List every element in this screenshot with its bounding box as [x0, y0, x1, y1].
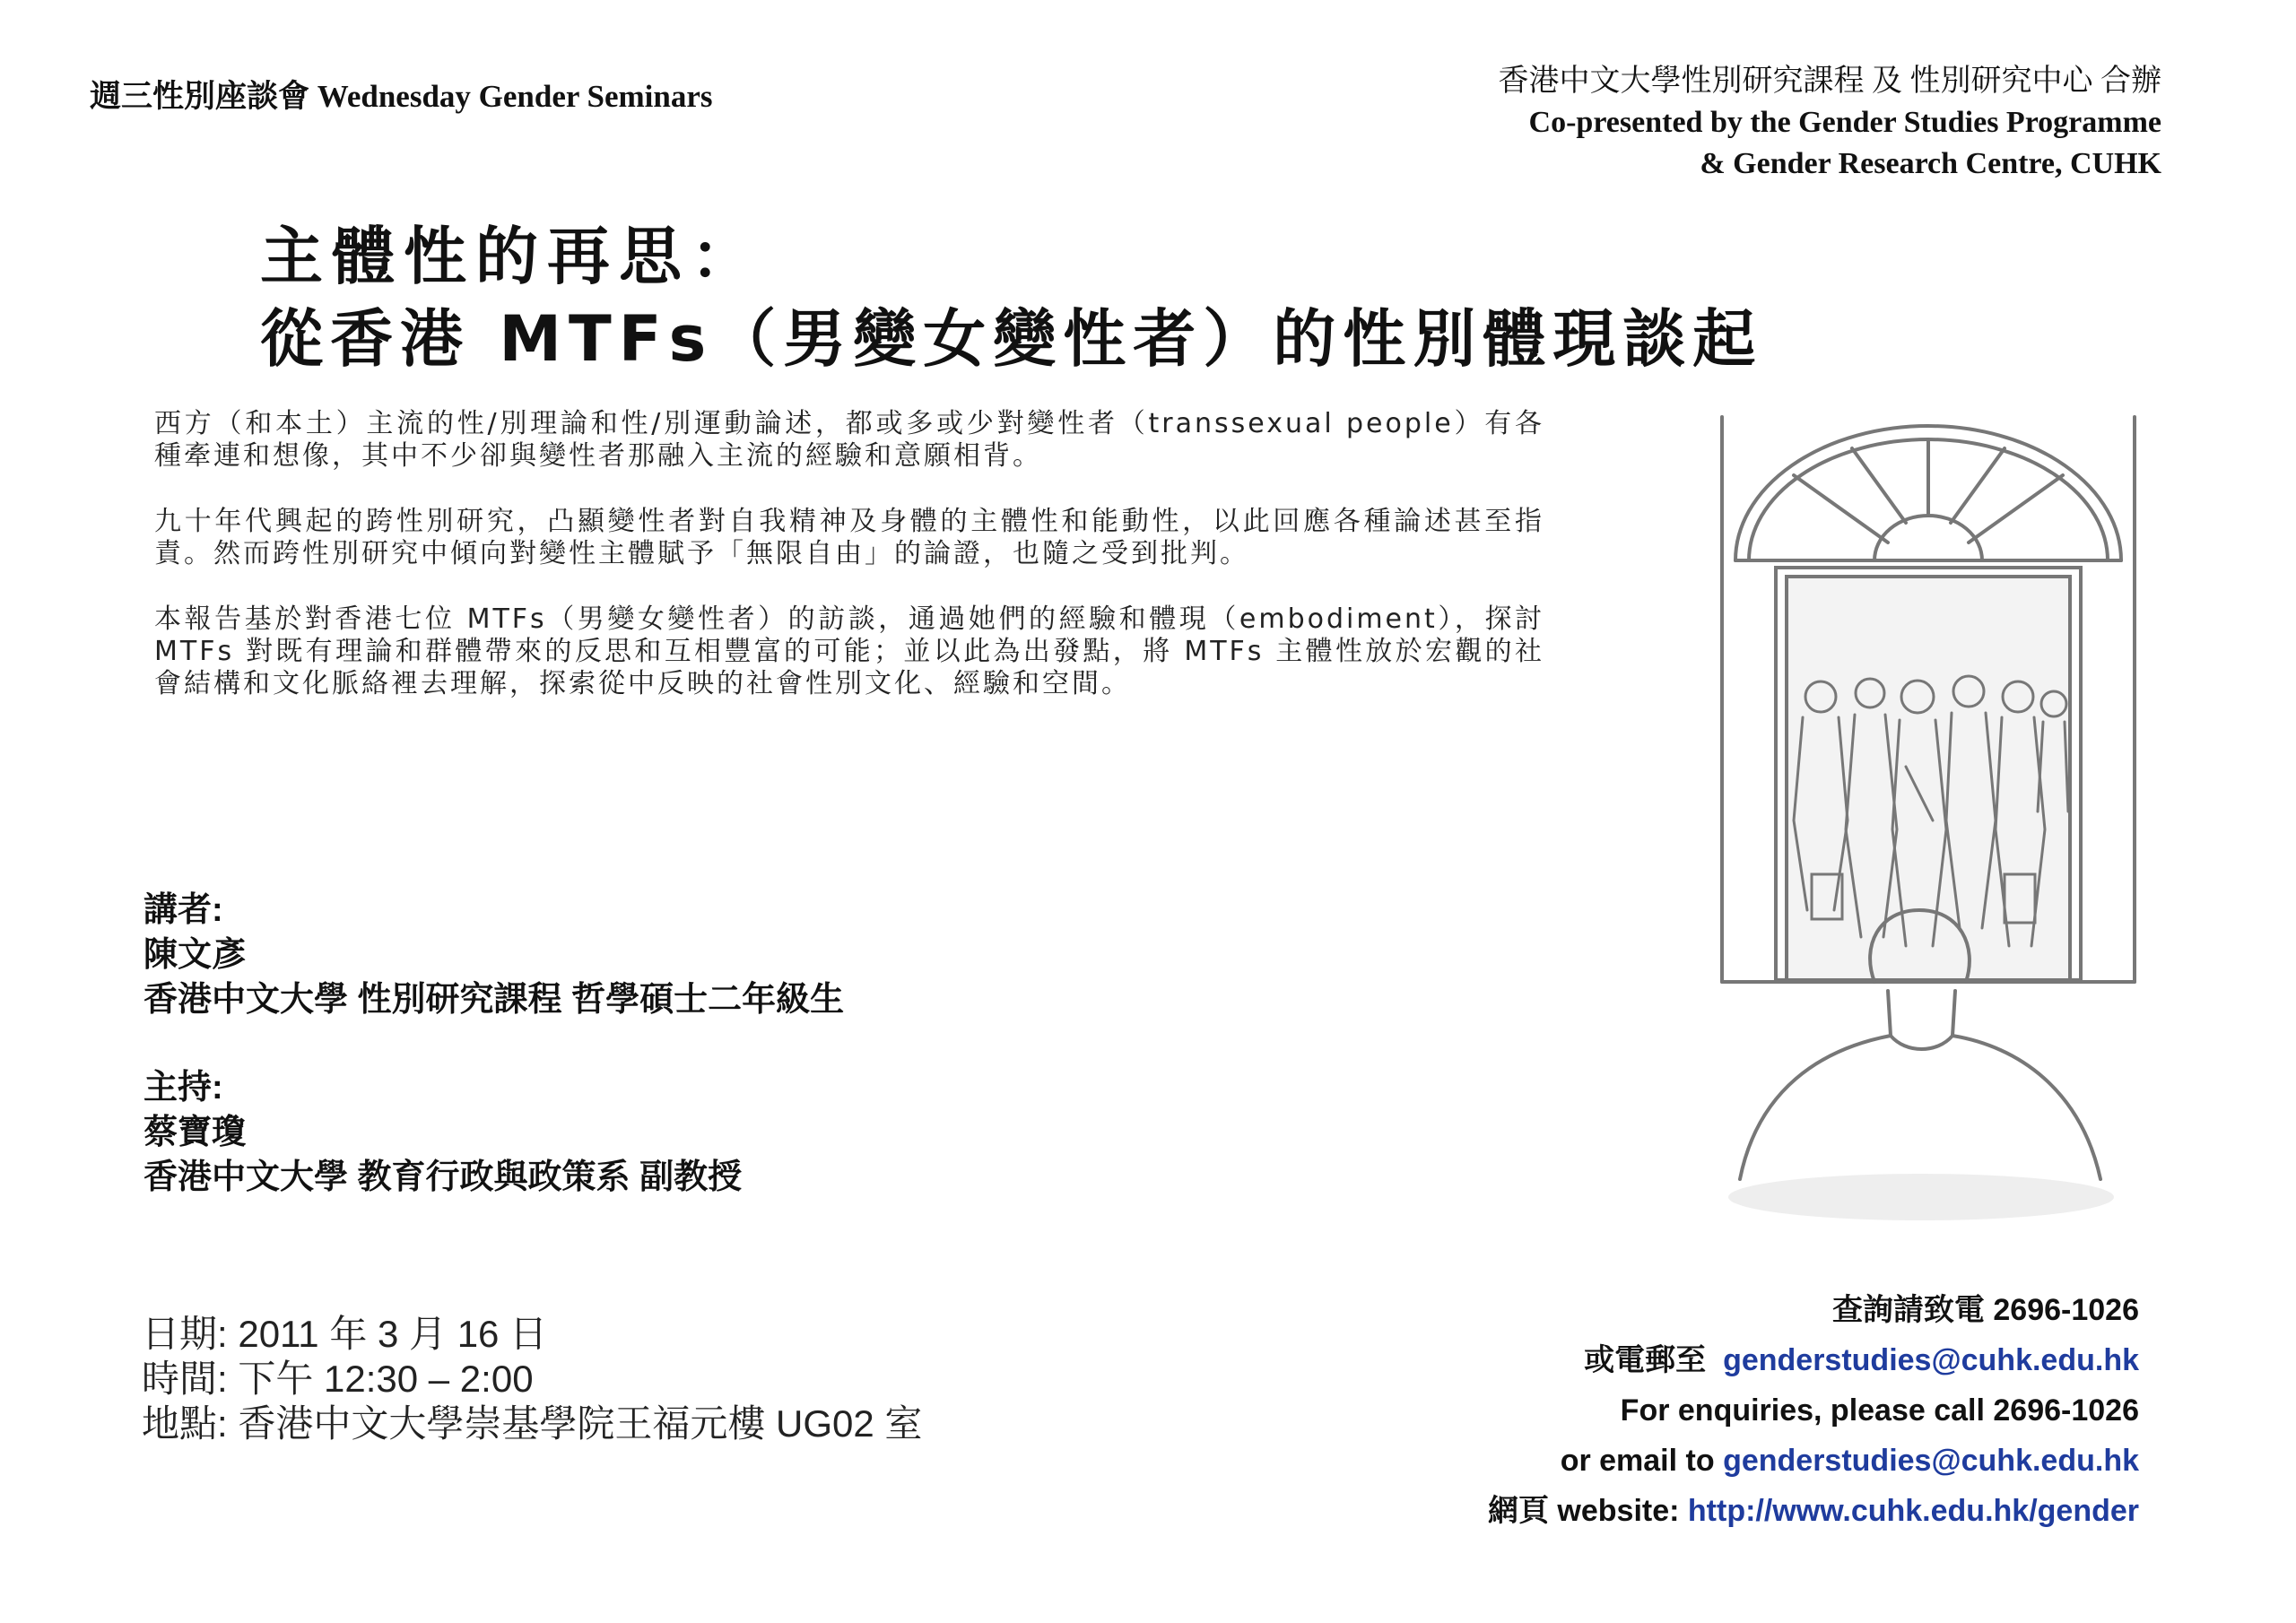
contact-block	[1488, 1285, 2139, 1536]
contact-phone: 2696-1026	[1993, 1293, 2139, 1327]
seminar-title	[260, 215, 1762, 380]
event-date: 日期: 2011 年 3 月 16 日	[142, 1313, 548, 1355]
floor-shadow	[1728, 1174, 2114, 1220]
people-info	[144, 888, 844, 1243]
event-details	[142, 1312, 922, 1446]
abstract-paragraph: 本報告基於對香港七位 MTFs（男變女變性者）的訪談，通過她們的經驗和體現（embodiment），探討 MTFs 對既有理論和群體帶來的反思和互相豐富的可能；並以此為出發點，將 MTFs 主體性放於宏觀的社會結構和文化脈絡裡去理解，探索從中反映的社會性別文化、經驗和空間。	[154, 603, 1544, 699]
contact-phone-cn	[1488, 1285, 2139, 1335]
fanlight-center	[1874, 516, 1982, 560]
contact-phone-cn-label: 查詢請致電	[1831, 1293, 1985, 1327]
fanlight-spokes	[1794, 439, 2063, 542]
speaker-label: 講者:	[144, 891, 223, 929]
speaker-affiliation: 香港中文大學 性別研究課程 哲學碩士二年級生	[144, 981, 845, 1019]
copresenter-english-line-1: Co-presented by the Gender Studies Programme	[1528, 106, 2161, 139]
contact-email-en	[1488, 1436, 2139, 1486]
viewer-neck	[1888, 991, 1955, 1036]
title-line-1: 主體性的再思：	[260, 220, 762, 293]
viewer-right-shoulder	[1952, 1036, 2100, 1179]
viewer-collar	[1891, 1036, 1952, 1049]
copresenter-english-line-2: & Gender Research Centre, CUHK	[1700, 147, 2161, 180]
abstract-paragraph: 西方（和本土）主流的性/別理論和性/別運動論述，都或多或少對變性者（transsexual people）有各種牽連和想像，其中不少卻與變性者那融入主流的經驗和意願相背。	[154, 408, 1544, 472]
moderator-name: 蔡寶瓊	[144, 1114, 247, 1151]
moderator-affiliation: 香港中文大學 教育行政與政策系 副教授	[144, 1159, 743, 1196]
contact-enquiry-en: For enquiries, please call 2696-1026	[1620, 1393, 2139, 1428]
copresenter-block	[1499, 61, 2162, 185]
contact-email-en-label: or email to	[1560, 1444, 1715, 1478]
website-link[interactable]: http://www.cuhk.edu.hk/gender	[1687, 1494, 2139, 1528]
event-time: 時間: 下午 12:30 – 2:00	[142, 1358, 534, 1400]
event-venue: 地點: 香港中文大學崇基學院王福元樓 UG02 室	[142, 1402, 923, 1445]
contact-website	[1488, 1486, 2139, 1536]
speaker-name: 陳文彥	[144, 936, 247, 974]
contact-email-cn	[1488, 1335, 2139, 1385]
seminar-series-title: 週三性別座談會 Wednesday Gender Seminars	[90, 79, 713, 114]
moderator-block	[144, 1065, 844, 1200]
title-line-2: 從香港 MTFs（男變女變性者）的性別體現談起	[260, 302, 1763, 376]
copresenter-chinese: 香港中文大學性別研究課程 及 性別研究中心 合辦	[1498, 65, 2161, 98]
speaker-block	[144, 888, 844, 1022]
moderator-label: 主持:	[144, 1069, 223, 1107]
contact-email-cn-label: 或電郵至	[1584, 1343, 1707, 1377]
email-link[interactable]: genderstudies@cuhk.edu.hk	[1723, 1343, 2139, 1377]
doorway-illustration	[1686, 408, 2188, 1233]
abstract-paragraph: 九十年代興起的跨性別研究，凸顯變性者對自我精神及身體的主體性和能動性，以此回應各種論述甚至指責。然而跨性別研究中傾向對變性主體賦予「無限自由」的論證，也隨之受到批判。	[154, 506, 1544, 569]
abstract	[154, 408, 1544, 733]
email-link-en[interactable]: genderstudies@cuhk.edu.hk	[1723, 1444, 2139, 1478]
website-label: 網頁 website:	[1487, 1494, 1680, 1528]
viewer-left-shoulder	[1740, 1036, 1891, 1179]
